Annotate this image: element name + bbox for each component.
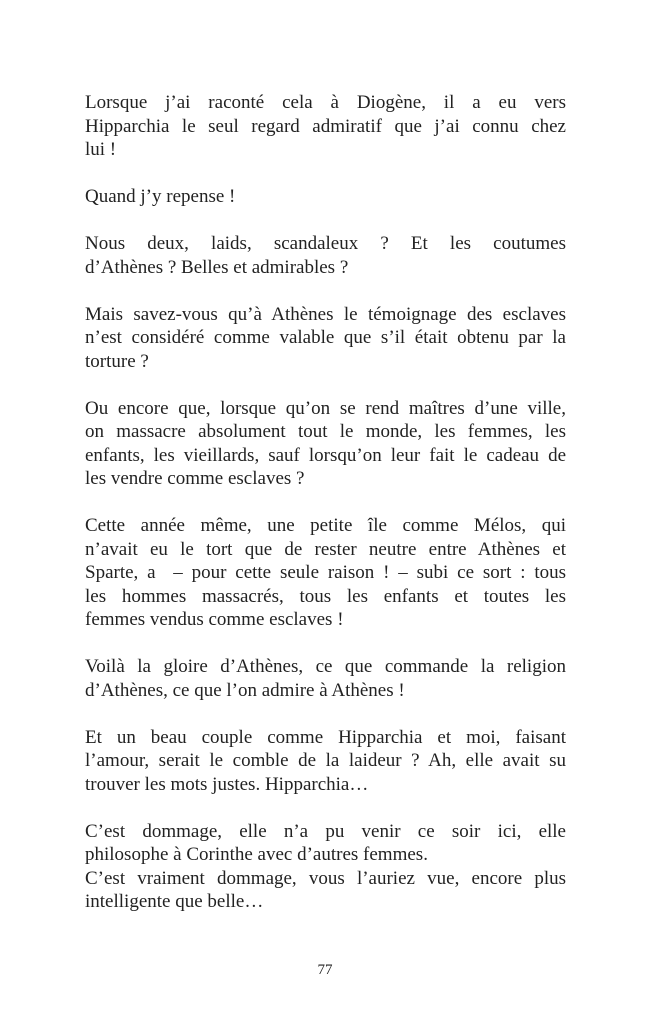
text-line: Ou encore que, lorsque qu’on se rend maîtres d’une ville,: [85, 397, 566, 419]
text-line: trouver les mots justes. Hipparchia…: [85, 773, 369, 795]
text-line: femmes vendus comme esclaves !: [85, 609, 344, 630]
text-line: C’est dommage, elle n’a pu venir ce soir ici, elle: [85, 820, 566, 842]
text-line: l’amour, serait le comble de la laideur ? Ah, elle avait su: [85, 750, 566, 771]
paragraph: [85, 726, 566, 797]
paragraph: [85, 185, 566, 209]
paragraph: [85, 655, 566, 702]
text-line: les hommes massacrés, tous les enfants et toutes les: [85, 585, 566, 607]
text-line: Sparte, a – pour cette seule raison ! – subi ce sort : tous: [85, 562, 566, 583]
paragraph: [85, 232, 566, 279]
text-line: n’est considéré comme valable que s’il était obtenu par la: [85, 327, 566, 348]
text-line: Voilà la gloire d’Athènes, ce que commande la religion: [85, 656, 566, 677]
text-line: philosophe à Corinthe avec d’autres femmes.: [85, 844, 428, 865]
page-number: 77: [317, 962, 333, 978]
text-line: Cette année même, une petite île comme Mélos, qui: [85, 515, 566, 536]
text-line: les vendre comme esclaves ?: [85, 468, 305, 489]
text-line: Hipparchia le seul regard admiratif que j’ai connu chez: [85, 115, 566, 137]
page-body: [85, 91, 566, 937]
text-line: Mais savez-vous qu’à Athènes le témoignage des esclaves: [85, 303, 566, 325]
text-line: Quand j’y repense !: [85, 186, 236, 207]
text-line: Nous deux, laids, scandaleux ? Et les coutumes: [85, 233, 566, 254]
text-line: lui !: [85, 139, 117, 160]
paragraph: [85, 820, 566, 867]
paragraph: [85, 303, 566, 374]
text-line: intelligente que belle…: [85, 891, 264, 912]
text-line: d’Athènes ? Belles et admirables ?: [85, 256, 349, 278]
text-line: C’est vraiment dommage, vous l’auriez vue, encore plus: [85, 867, 566, 889]
text-line: on massacre absolument tout le monde, les femmes, les: [85, 421, 566, 442]
paragraph: [85, 397, 566, 491]
text-line: enfants, les vieillards, sauf lorsqu’on leur fait le cadeau de: [85, 444, 566, 466]
text-line: Lorsque j’ai raconté cela à Diogène, il a eu vers: [85, 92, 566, 113]
paragraph: [85, 514, 566, 632]
paragraph: [85, 867, 566, 914]
text-line: d’Athènes, ce que l’on admire à Athènes !: [85, 679, 405, 701]
text-line: n’avait eu le tort que de rester neutre entre Athènes et: [85, 538, 566, 560]
paragraph: [85, 91, 566, 162]
text-line: Et un beau couple comme Hipparchia et moi, faisant: [85, 726, 566, 748]
text-line: torture ?: [85, 350, 149, 372]
